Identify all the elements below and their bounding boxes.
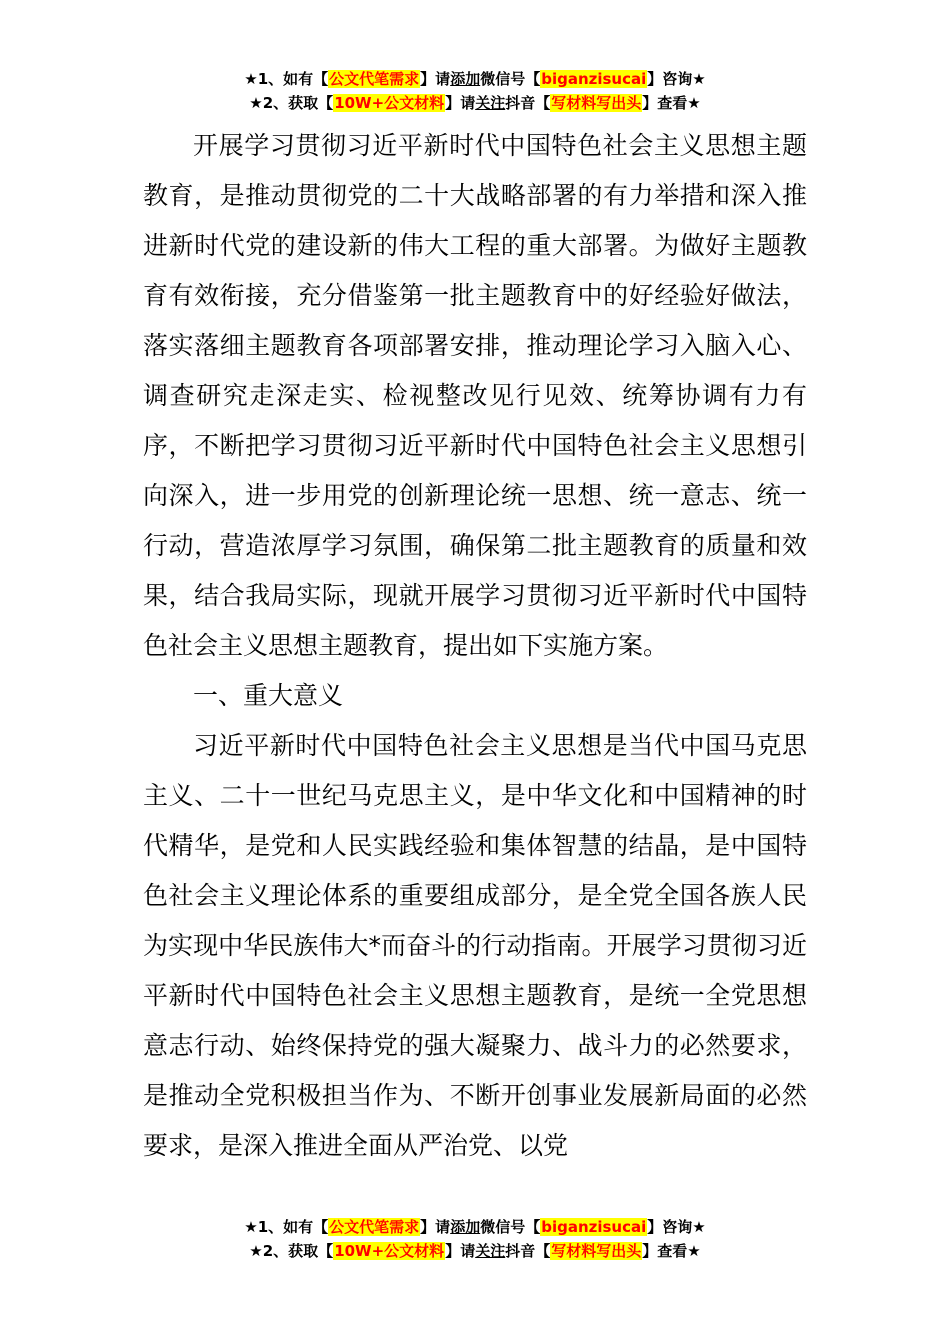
promo-text: 抖音【 xyxy=(505,94,551,112)
promo-text: ★2、获取【 xyxy=(249,94,334,112)
promo-underline: 添加 xyxy=(450,1218,481,1236)
section-heading: 一、重大意义 xyxy=(193,681,344,710)
promo-line-2 xyxy=(0,1239,950,1263)
promo-text: 微信号【 xyxy=(480,1218,541,1236)
promo-highlight: 10W+公文材料 xyxy=(334,1242,445,1260)
promo-text: ★1、如有【 xyxy=(244,1218,329,1236)
promo-text: ★1、如有【 xyxy=(244,70,329,88)
promo-text: 】咨询★ xyxy=(647,1218,706,1236)
promo-highlight: 写材料写出头 xyxy=(551,1242,642,1260)
promo-line-1 xyxy=(0,1215,950,1239)
promo-text: ★2、获取【 xyxy=(249,1242,334,1260)
document-body xyxy=(143,121,807,1171)
promo-text: 】请 xyxy=(420,70,451,88)
promo-highlight: 公文代笔需求 xyxy=(329,1218,420,1236)
promo-line-2 xyxy=(0,91,950,115)
footer-promo-banner xyxy=(0,1215,950,1263)
promo-text: 】请 xyxy=(445,94,476,112)
promo-text: 】咨询★ xyxy=(647,70,706,88)
header-promo-banner xyxy=(0,67,950,115)
promo-line-1 xyxy=(0,67,950,91)
promo-underline: 关注 xyxy=(475,94,506,112)
promo-text: 】请 xyxy=(420,1218,451,1236)
promo-underline: 关注 xyxy=(475,1242,506,1260)
promo-text: 微信号【 xyxy=(480,70,541,88)
promo-text: 抖音【 xyxy=(505,1242,551,1260)
promo-text: 】请 xyxy=(445,1242,476,1260)
promo-text: 】查看★ xyxy=(642,94,701,112)
promo-highlight: biganzisucai xyxy=(541,70,647,88)
promo-highlight: 写材料写出头 xyxy=(551,94,642,112)
paragraph-intro: 开展学习贯彻习近平新时代中国特色社会主义思想主题教育，是推动贯彻党的二十大战略部署的有力举措和深入推进新时代党的建设新的伟大工程的重大部署。为做好主题教育有效衔接，充分借鉴第一批主题教育中的好经验好做法，落实落细主题教育各项部署安排，推动理论学习入脑入心、调查研究走深走实、检视整改见行见效、统筹协调有力有序，不断把学习贯彻习近平新时代中国特色社会主义思想引向深入，进一步用党的创新理论统一思想、统一意志、统一行动，营造浓厚学习氛围，确保第二批主题教育的质量和效果，结合我局实际，现就开展学习贯彻习近平新时代中国特色社会主义思想主题教育，提出如下实施方案。 xyxy=(143,131,807,660)
paragraph-significance: 习近平新时代中国特色社会主义思想是当代中国马克思主义、二十一世纪马克思主义，是中华文化和中国精神的时代精华，是党和人民实践经验和集体智慧的结晶，是中国特色社会主义理论体系的重要组成部分，是全党全国各族人民为实现中华民族伟大*而奋斗的行动指南。开展学习贯彻习近平新时代中国特色社会主义思想主题教育，是统一全党思想意志行动、始终保持党的强大凝聚力、战斗力的必然要求，是推动全党积极担当作为、不断开创事业发展新局面的必然要求，是深入推进全面从严治党、以党 xyxy=(143,731,807,1160)
promo-underline: 添加 xyxy=(450,70,481,88)
promo-highlight: 10W+公文材料 xyxy=(334,94,445,112)
promo-highlight: 公文代笔需求 xyxy=(329,70,420,88)
promo-highlight: biganzisucai xyxy=(541,1218,647,1236)
promo-text: 】查看★ xyxy=(642,1242,701,1260)
